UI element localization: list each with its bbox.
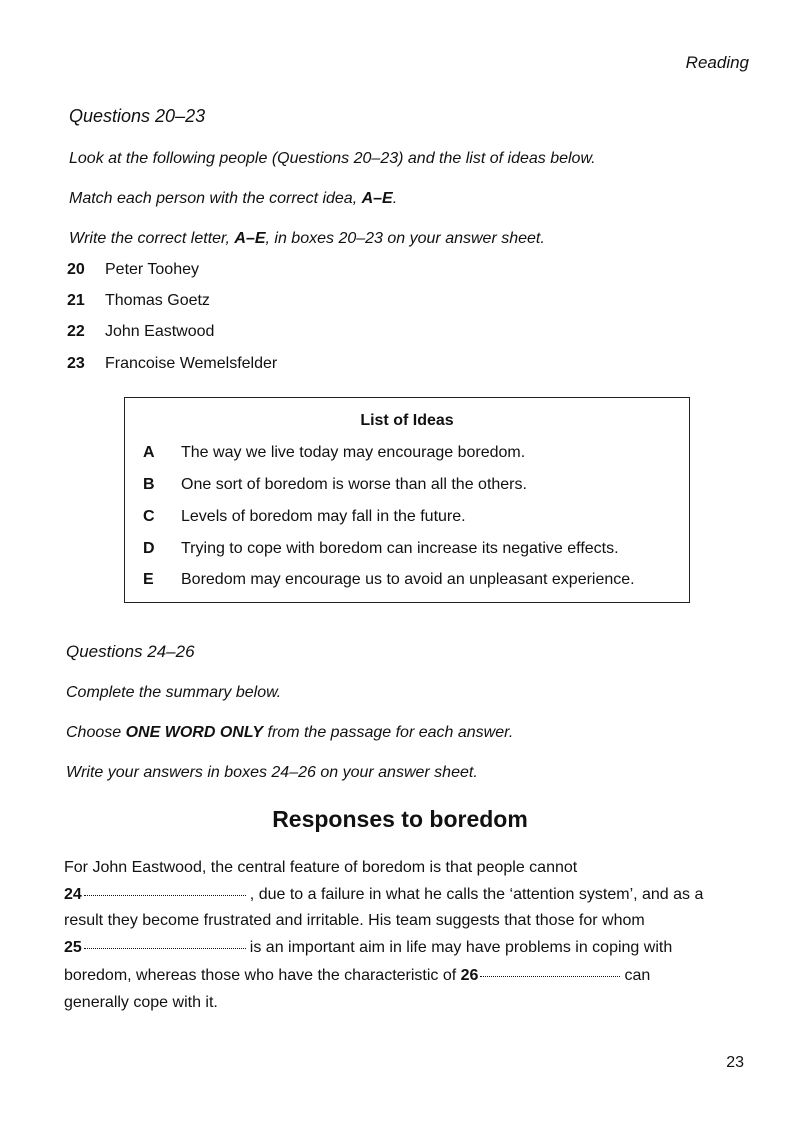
idea-item	[143, 540, 619, 558]
question-row	[67, 261, 199, 279]
instruction-complete: Complete the summary below.	[66, 684, 282, 701]
question-row	[67, 323, 214, 341]
summary-line: 24 , due to a failure in what he calls the ‘attention system’, and as a	[64, 886, 704, 903]
idea-text: The way we live today may encourage boredom.	[181, 444, 526, 461]
question-row	[67, 355, 277, 373]
page-number: 23	[726, 1054, 744, 1071]
idea-item	[143, 508, 466, 526]
question-number: 21	[67, 292, 85, 309]
question-number: 23	[67, 355, 85, 372]
answer-blank-24[interactable]	[84, 894, 246, 896]
idea-text: Boredom may encourage us to avoid an unpleasant experience.	[181, 571, 635, 588]
idea-letter: A	[143, 444, 155, 461]
section-label: Reading	[685, 53, 749, 72]
questions-20-23-heading: Questions 20–23	[69, 106, 206, 126]
summary-line: generally cope with it.	[64, 994, 218, 1011]
summary-line: 25 is an important aim in life may have problems in coping with	[64, 939, 673, 956]
person-name: Peter Toohey	[105, 261, 199, 278]
question-row	[67, 292, 210, 310]
instruction-write-answers: Write your answers in boxes 24–26 on your answer sheet.	[66, 764, 478, 781]
idea-text: Levels of boredom may fall in the future.	[181, 508, 466, 525]
summary-line: For John Eastwood, the central feature of boredom is that people cannot	[64, 859, 578, 876]
instruction-match: Match each person with the correct idea, A–E.	[69, 190, 398, 207]
list-of-ideas-box	[124, 397, 690, 603]
instruction-write-letter: Write the correct letter, A–E, in boxes 20–23 on your answer sheet.	[69, 230, 545, 247]
idea-item	[143, 444, 525, 462]
question-number: 20	[67, 261, 85, 278]
summary-line: result they become frustrated and irritable. His team suggests that those for whom	[64, 912, 645, 929]
person-name: John Eastwood	[105, 323, 215, 340]
answer-blank-26[interactable]	[480, 975, 620, 977]
idea-letter: B	[143, 476, 155, 493]
idea-text: One sort of boredom is worse than all the others.	[181, 476, 527, 493]
summary-title: Responses to boredom	[272, 806, 528, 832]
instruction-look: Look at the following people (Questions 20–23) and the list of ideas below.	[69, 150, 596, 167]
questions-24-26-heading: Questions 24–26	[66, 642, 195, 661]
summary-line: boredom, whereas those who have the characteristic of 26 can	[64, 967, 651, 984]
instruction-choose: Choose ONE WORD ONLY from the passage for each answer.	[66, 724, 514, 741]
question-number: 22	[67, 323, 85, 340]
idea-letter: E	[143, 571, 154, 588]
list-of-ideas-title: List of Ideas	[360, 412, 454, 429]
question-number: 26	[460, 967, 479, 984]
question-number: 25	[64, 939, 82, 956]
person-name: Francoise Wemelsfelder	[105, 355, 278, 372]
idea-letter: D	[143, 540, 155, 557]
question-number: 24	[64, 886, 82, 903]
idea-item	[143, 571, 635, 589]
idea-letter: C	[143, 508, 155, 525]
person-name: Thomas Goetz	[105, 292, 210, 309]
answer-blank-25[interactable]	[84, 947, 246, 949]
idea-item	[143, 476, 527, 494]
idea-text: Trying to cope with boredom can increase its negative effects.	[181, 540, 619, 557]
